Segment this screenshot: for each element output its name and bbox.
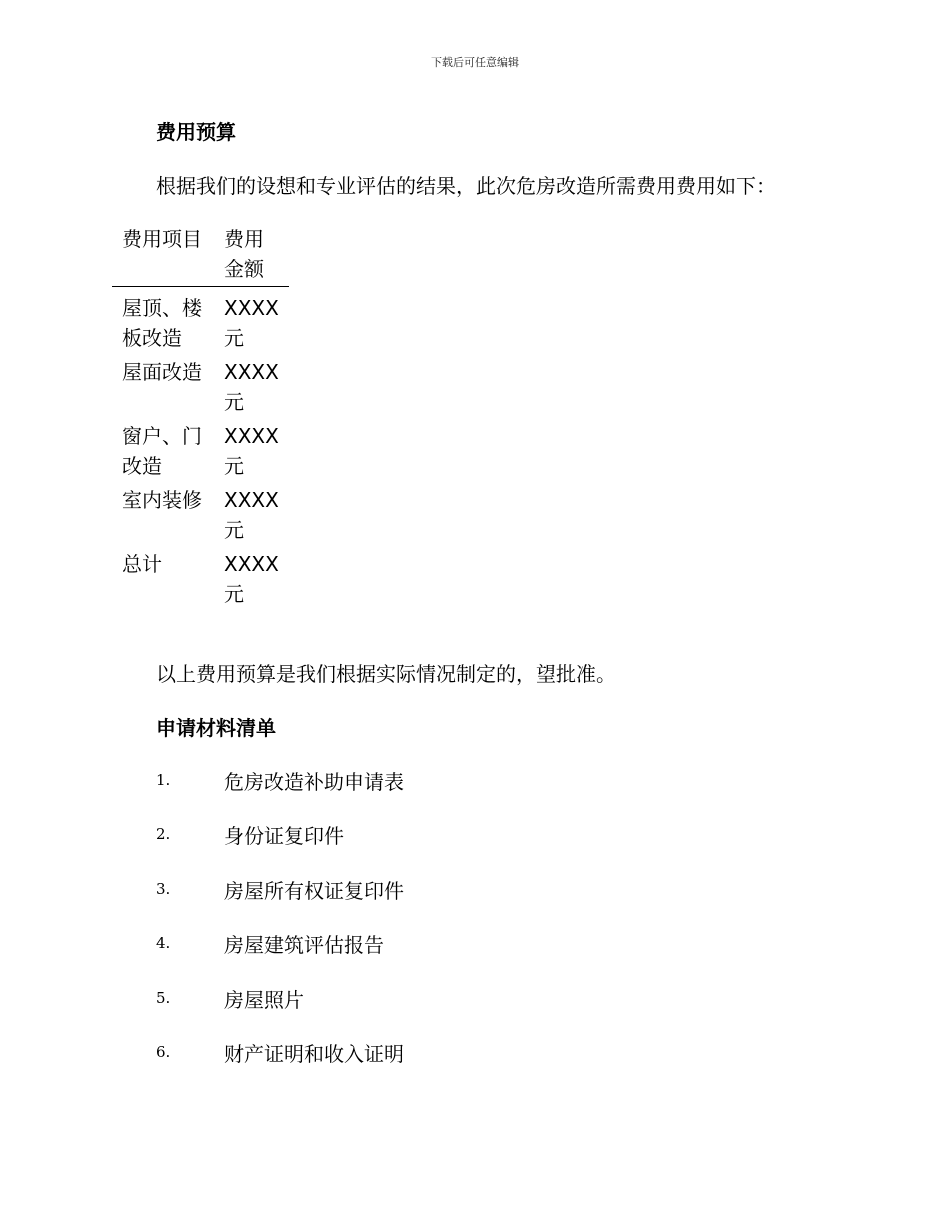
cost-item: 窗户、门改造 [122,424,202,478]
list-number: 1. [156,771,171,789]
cost-table-header [112,224,289,287]
column-header-item: 费用项目 [112,224,214,287]
materials-heading: 申请材料清单 [156,716,276,740]
list-number: 5. [156,988,171,1007]
cost-item: 屋面改造 [122,360,202,384]
cost-table [112,224,289,613]
list-number: 4. [156,934,171,953]
page-header: 下载后可任意编辑 [431,56,519,69]
list-text: 财产证明和收入证明 [224,1041,404,1066]
list-text: 身份证复印件 [224,824,344,849]
list-number: 3. [156,879,171,898]
budget-intro: 根据我们的设想和专业评估的结果，此次危房改造所需费用费用如下： [156,174,776,198]
table-row [112,287,289,358]
list-number: 2. [156,825,171,844]
cost-amount: XXXX元 [224,296,279,350]
list-text: 危房改造补助申请表 [224,770,404,794]
list-text: 房屋照片 [224,987,304,1012]
table-row-total [112,549,289,613]
cost-amount: XXXX元 [224,360,279,414]
list-text: 房屋建筑评估报告 [224,933,384,958]
table-row [112,421,289,485]
cost-item: 总计 [122,552,162,576]
budget-closing: 以上费用预算是我们根据实际情况制定的，望批准。 [156,662,616,686]
column-header-amount: 费用金额 [214,224,289,287]
list-number: 6. [156,1042,171,1061]
cost-amount: XXXX元 [224,424,279,478]
cost-item: 屋顶、楼板改造 [122,296,202,350]
table-row [112,485,289,549]
cost-item: 室内装修 [122,488,202,512]
cost-amount: XXXX元 [224,552,279,606]
list-text: 房屋所有权证复印件 [224,878,404,903]
table-row [112,357,289,421]
budget-heading: 费用预算 [156,120,236,144]
cost-amount: XXXX元 [224,488,279,542]
